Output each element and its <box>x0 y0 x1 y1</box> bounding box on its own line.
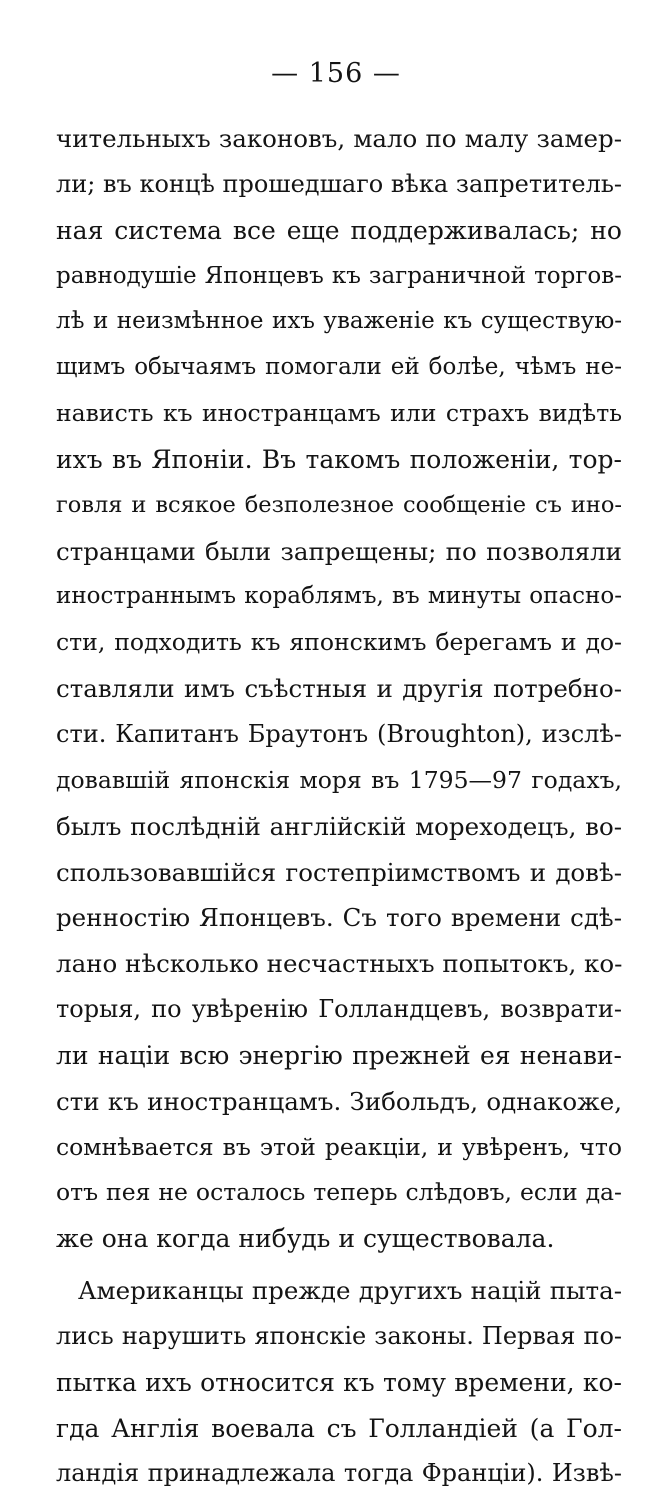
text-line: сти, подходить къ японскимъ берегамъ и до- <box>56 628 622 657</box>
text-line: ландія принадлежала тогда Франціи). Извѣ- <box>56 1459 622 1488</box>
text-line: ставляли имъ съѣстныя и другія потребно- <box>56 674 622 704</box>
text-line: же она когда нибудь и существовала. <box>56 1224 555 1254</box>
text-line: довавшій японскія моря въ 1795—97 годахъ, <box>56 765 622 794</box>
paragraph <box>56 1268 622 1497</box>
text-line: ная система все еще поддерживалась; но <box>56 215 622 245</box>
text-line: ихъ въ Японіи. Въ такомъ положеніи, тор- <box>56 444 622 474</box>
text-line: говля и всякое безполезное сообщеніе съ ино- <box>56 491 622 518</box>
text-line: лись нарушить японскіе законы. Первая по- <box>56 1321 622 1350</box>
text-line: чительныхъ законовъ, мало по малу замер- <box>56 124 622 153</box>
text-line: ли націи всю энергію прежней ея ненави- <box>56 1040 622 1070</box>
page-number: — 156 — <box>271 58 401 89</box>
paragraph <box>56 116 622 1262</box>
text-line: ренностію Японцевъ. Съ того времени сдѣ- <box>56 903 622 933</box>
text-line: торыя, по увѣренію Голландцевъ, возврати- <box>56 995 622 1024</box>
text-line: спользовавшійся гостепріимствомъ и довѣ- <box>56 857 622 887</box>
text-line: иностраннымъ кораблямъ, въ минуты опасно- <box>56 583 622 610</box>
text-line: сти. Капитанъ Браутонъ (Broughton), изслѣ- <box>56 719 622 748</box>
text-line: лѣ и неизмѣнное ихъ уваженіе къ существую- <box>56 308 622 335</box>
text-line: былъ послѣдній англійскій мореходецъ, во- <box>56 811 622 841</box>
text-line: гда Англія воевала съ Голландіей (а Гол- <box>56 1413 622 1443</box>
text-line: Американцы прежде другихъ націй пыта- <box>78 1276 622 1306</box>
text-line: щимъ обычаямъ помогали ей болѣе, чѣмъ не- <box>56 354 622 381</box>
text-line: отъ пея не осталось теперь слѣдовъ, если да- <box>56 1178 622 1207</box>
text-line: равнодушіе Японцевъ къ заграничной торгов- <box>56 262 622 289</box>
body-text <box>56 116 622 1497</box>
text-line: пытка ихъ относится къ тому времени, ко- <box>56 1367 622 1397</box>
text-line: сти къ иностранцамъ. Зибольдъ, однакоже, <box>56 1086 622 1116</box>
text-line: лано нѣсколько несчастныхъ попытокъ, ко- <box>56 949 623 979</box>
text-line: нависть къ иностранцамъ или страхъ видѣть <box>56 399 622 428</box>
text-line: ли; въ концѣ прошедшаго вѣка запретитель- <box>56 169 622 198</box>
text-line: странцами были запрещены; по позволяли <box>56 536 622 566</box>
text-line: сомнѣвается въ этой реакціи, и увѣренъ, что <box>56 1132 622 1161</box>
